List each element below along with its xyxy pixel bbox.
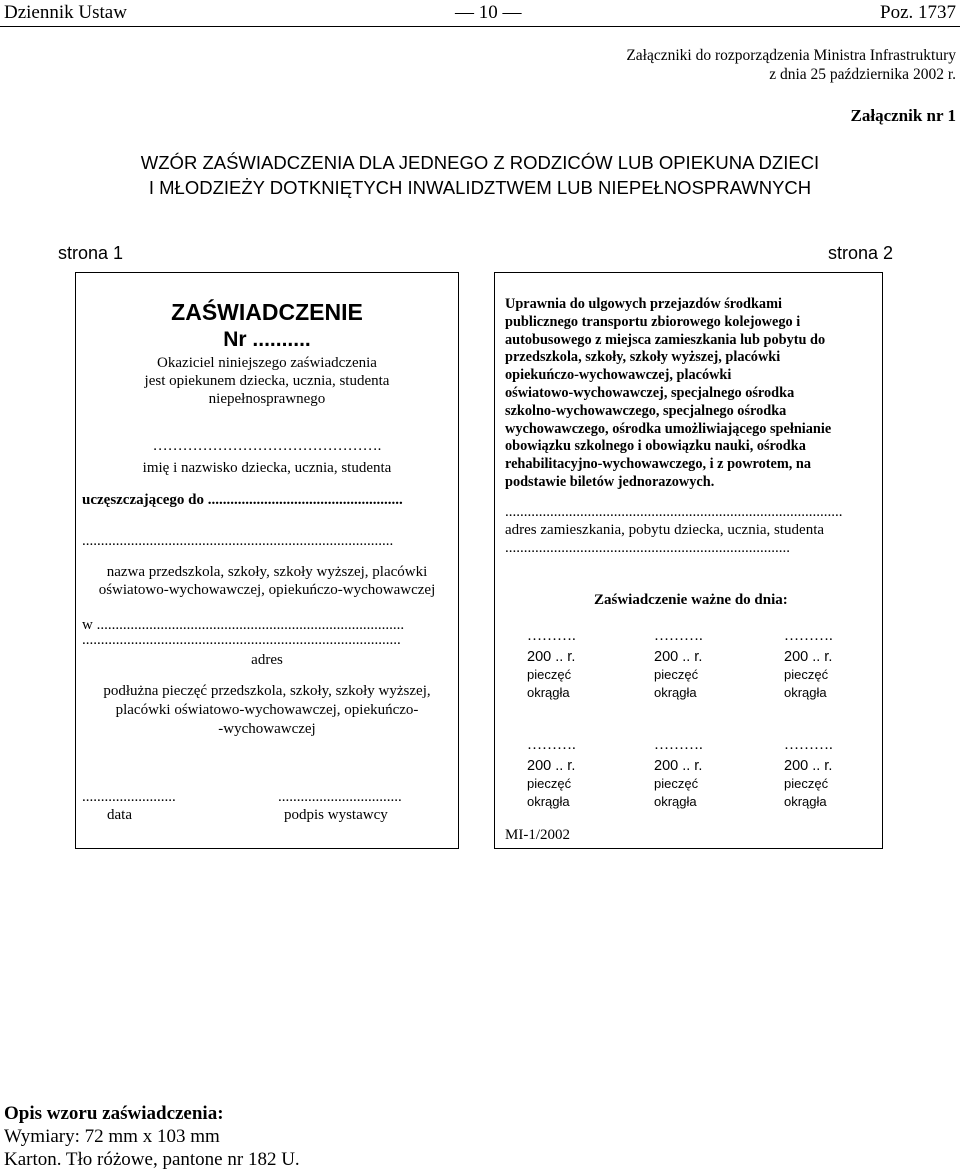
journal-name: Dziennik Ustaw [4,2,127,23]
place-dots: ..................................................................................... [82,632,401,648]
stamp-word-1: pieczęć [784,776,829,791]
place-line: w .................................................................................. [82,617,405,633]
page-label-left: strona 1 [58,243,124,263]
header-rule [0,26,960,27]
stamp-word-2: okrągła [654,794,697,809]
stamp-slot [654,736,754,811]
rights-line: szkolno-wychowawczego, specjalnego ośrodka [505,402,787,419]
attending-line: uczęszczającego do .................................................... [82,492,403,508]
intro-line-1: Okaziciel niniejszego zaświadczenia [157,355,377,371]
stamp-word-2: okrągła [654,685,697,700]
description-material: Karton. Tło różowe, pantone nr 182 U. [4,1149,300,1170]
signature-dots: ................................. [278,789,402,805]
address-label: adres zamieszkania, pobytu dziecka, ucznia, studenta [505,522,825,538]
rights-line: opiekuńczo-wychowawczej, placówki [505,367,732,384]
rights-line: przedszkola, szkoły, szkoły wyższej, placówki [505,349,781,366]
form-description [4,1102,300,1171]
stamp-word-1: pieczęć [654,776,699,791]
stamp-dots: ………. [654,737,703,753]
stamp-dots: ………. [527,628,576,644]
school-label-1: nazwa przedszkola, szkoły, szkoły wyższej, placówki [106,564,428,580]
stamp-dots: ………. [784,737,833,753]
certificate-side-2 [494,272,883,849]
stamp-word-2: okrągła [784,685,827,700]
rights-text [505,296,831,492]
page-number: — 10 — [455,2,522,23]
stamp-word-1: pieczęć [527,776,572,791]
page-label-right: strona 2 [827,243,893,263]
address-dots-2: ............................................................................ [505,540,790,556]
stamp-word-1: pieczęć [784,667,829,682]
title-line-1: WZÓR ZAŚWIADCZENIA DLA JEDNEGO Z RODZICÓW LUB OPIEKUNA DZIECI [140,152,820,173]
rights-line: publicznego transportu zbiorowego kolejowego i [505,313,801,330]
stamp-label-1: podłużna pieczęć przedszkola, szkoły, szkoły wyższej, [103,683,431,699]
rights-line: oświatowo-wychowawczej, specjalnego ośrodka [505,384,795,401]
position-number: Poz. 1737 [880,2,956,23]
intro-line-3: niepełnosprawnego [208,391,326,407]
rights-line: Uprawnia do ulgowych przejazdów środkami [505,296,782,312]
rights-line: rehabilitacyjno-wychowawczego, i z powrotem, na [505,456,812,473]
child-name-dots: ………………………………………. [152,438,382,454]
title-line-2: I MŁODZIEŻY DOTKNIĘTYCH INWALIDZTWEM LUB NIEPEŁNOSPRAWNYCH [148,177,812,198]
stamp-slot [784,627,879,702]
form-code: MI-1/2002 [505,827,570,843]
annex-line-1: Załączniki do rozporządzenia Ministra Infrastruktury [626,47,956,64]
stamp-word-2: okrągła [784,794,827,809]
stamp-slot [527,736,627,811]
address-label: adres [251,652,283,668]
stamp-year: 200 .. r. [654,758,703,774]
attending-dots: ................................................................................... [82,533,394,549]
stamp-slot [527,627,627,702]
intro-line-2: jest opiekunem dziecka, ucznia, studenta [144,373,390,389]
stamp-year: 200 .. r. [654,649,703,665]
date-dots: ......................... [82,789,176,805]
address-dots-1: .......................................................................................... [505,504,843,520]
page-header [0,0,960,26]
annex-reference [626,46,956,84]
document-title [0,150,960,200]
school-label-2: oświatowo-wychowawczej, opiekuńczo-wychowawczej [98,582,436,598]
certificate-heading: ZAŚWIADCZENIE [171,299,363,325]
description-title: Opis wzoru zaświadczenia: [4,1103,224,1124]
description-dimensions: Wymiary: 72 mm x 103 mm [4,1126,220,1147]
stamp-year: 200 .. r. [527,758,576,774]
stamp-word-1: pieczęć [527,667,572,682]
signature-label: podpis wystawcy [284,807,388,823]
stamp-slot [654,627,754,702]
stamp-dots: ………. [784,628,833,644]
stamp-word-2: okrągła [527,685,570,700]
stamp-year: 200 .. r. [527,649,576,665]
stamp-label-3: -wychowawczej [218,721,316,737]
child-name-label: imię i nazwisko dziecka, ucznia, studenta [142,460,392,476]
stamp-word-1: pieczęć [654,667,699,682]
stamp-dots: ………. [654,628,703,644]
rights-line: podstawie biletów jednorazowych. [505,473,715,490]
certificate-side-1 [75,272,459,849]
rights-line: wychowawczego, ośrodka umożliwiającego spełnianie [505,420,832,437]
date-label: data [107,807,132,823]
annex-line-2: z dnia 25 października 2002 r. [769,66,956,83]
certificate-number: Nr .......... [223,328,311,351]
annex-number: Załącznik nr 1 [850,106,956,125]
stamp-slot [784,736,879,811]
stamp-year: 200 .. r. [784,649,833,665]
stamp-year: 200 .. r. [784,758,833,774]
valid-until-label: Zaświadczenie ważne do dnia: [594,592,788,608]
rights-line: autobusowego z miejsca zamieszkania lub pobytu do [505,331,826,348]
stamp-word-2: okrągła [527,794,570,809]
stamp-dots: ………. [527,737,576,753]
rights-line: obowiązku szkolnego i obowiązku nauki, ośrodka [505,438,806,455]
stamp-label-2: placówki oświatowo-wychowawczej, opiekuńczo- [115,702,419,718]
